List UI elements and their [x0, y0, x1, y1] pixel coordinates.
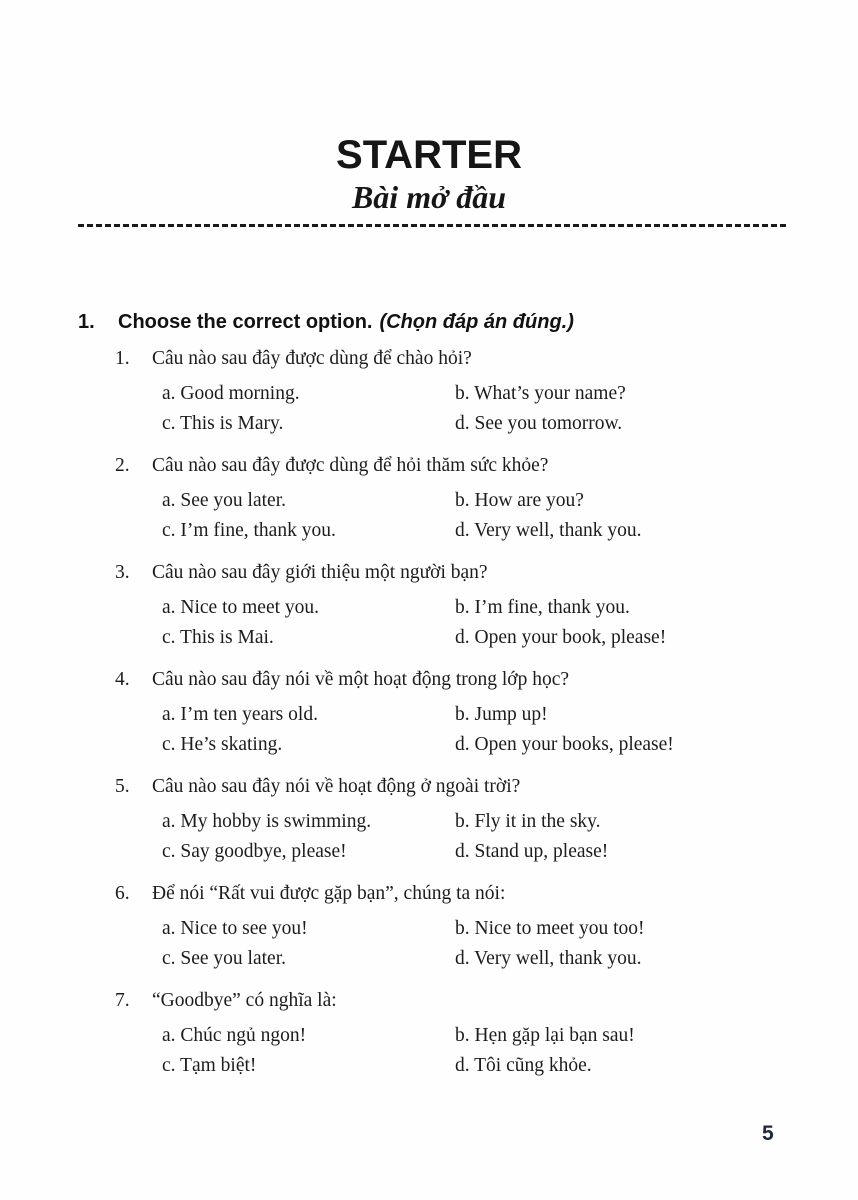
option-a: a. Nice to meet you.: [162, 597, 320, 619]
option-d: d. Stand up, please!: [455, 841, 609, 863]
page-header: [0, 0, 858, 227]
option-b: b. What’s your name?: [455, 383, 626, 405]
exercise-instruction-en: Choose the correct option.: [118, 311, 373, 334]
option-c: c. This is Mai.: [162, 627, 274, 649]
question-line: [115, 345, 858, 372]
option-a: a. Chúc ngủ ngon!: [162, 1025, 307, 1047]
options-grid: [162, 807, 858, 867]
question-text: Câu nào sau đây nói về một hoạt động trong lớp học?: [152, 669, 570, 691]
question-line: [115, 880, 858, 907]
question-number: 1.: [115, 348, 130, 370]
option-b: b. Fly it in the sky.: [455, 811, 601, 833]
option-a: a. I’m ten years old.: [162, 704, 318, 726]
question-line: [115, 666, 858, 693]
question-4: [0, 666, 858, 760]
page-number: 5: [762, 1122, 774, 1145]
option-a: a. My hobby is swimming.: [162, 811, 372, 833]
question-number: 4.: [115, 669, 130, 691]
option-a: a. See you later.: [162, 490, 286, 512]
question-line: [115, 452, 858, 479]
question-line: [115, 987, 858, 1014]
option-d: d. Very well, thank you.: [455, 948, 642, 970]
option-c: c. This is Mary.: [162, 413, 284, 435]
question-number: 2.: [115, 455, 130, 477]
question-7: [0, 987, 858, 1081]
dashed-divider: [78, 224, 786, 227]
option-c: c. I’m fine, thank you.: [162, 520, 336, 542]
option-b: b. How are you?: [455, 490, 584, 512]
question-text: “Goodbye” có nghĩa là:: [152, 990, 337, 1012]
question-number: 5.: [115, 776, 130, 798]
option-d: d. Open your book, please!: [455, 627, 667, 649]
option-a: a. Good morning.: [162, 383, 300, 405]
options-grid: [162, 700, 858, 760]
exercise-instruction-vi: (Chọn đáp án đúng.): [379, 311, 574, 334]
options-grid: [162, 1021, 858, 1081]
question-text: Câu nào sau đây nói về hoạt động ở ngoài trời?: [152, 776, 521, 798]
option-a: a. Nice to see you!: [162, 918, 308, 940]
question-line: [115, 773, 858, 800]
question-5: [0, 773, 858, 867]
option-d: d. Open your books, please!: [455, 734, 674, 756]
question-number: 3.: [115, 562, 130, 584]
question-2: [0, 452, 858, 546]
options-grid: [162, 379, 858, 439]
options-grid: [162, 486, 858, 546]
options-grid: [162, 914, 858, 974]
option-b: b. Jump up!: [455, 704, 548, 726]
option-d: d. Very well, thank you.: [455, 520, 642, 542]
question-3: [0, 559, 858, 653]
option-b: b. I’m fine, thank you.: [455, 597, 630, 619]
question-line: [115, 559, 858, 586]
question-text: Câu nào sau đây được dùng để chào hỏi?: [152, 348, 472, 370]
option-b: b. Hẹn gặp lại bạn sau!: [455, 1025, 635, 1047]
exercise-number: 1.: [78, 311, 95, 334]
question-text: Câu nào sau đây được dùng để hỏi thăm sức khỏe?: [152, 455, 549, 477]
option-c: c. He’s skating.: [162, 734, 283, 756]
question-number: 7.: [115, 990, 130, 1012]
option-b: b. Nice to meet you too!: [455, 918, 645, 940]
question-6: [0, 880, 858, 974]
option-d: d. See you tomorrow.: [455, 413, 623, 435]
option-c: c. Say goodbye, please!: [162, 841, 347, 863]
page-subtitle: Bài mở đầu: [351, 179, 507, 215]
question-text: Câu nào sau đây giới thiệu một người bạn?: [152, 562, 488, 584]
option-d: d. Tôi cũng khỏe.: [455, 1055, 592, 1077]
question-text: Để nói “Rất vui được gặp bạn”, chúng ta nói:: [152, 883, 506, 905]
options-grid: [162, 593, 858, 653]
exercise-heading: [78, 309, 858, 335]
question-number: 6.: [115, 883, 130, 905]
option-c: c. See you later.: [162, 948, 286, 970]
question-1: [0, 345, 858, 439]
page-title: STARTER: [336, 133, 522, 177]
option-c: c. Tạm biệt!: [162, 1055, 257, 1077]
questions-list: [0, 345, 858, 1081]
